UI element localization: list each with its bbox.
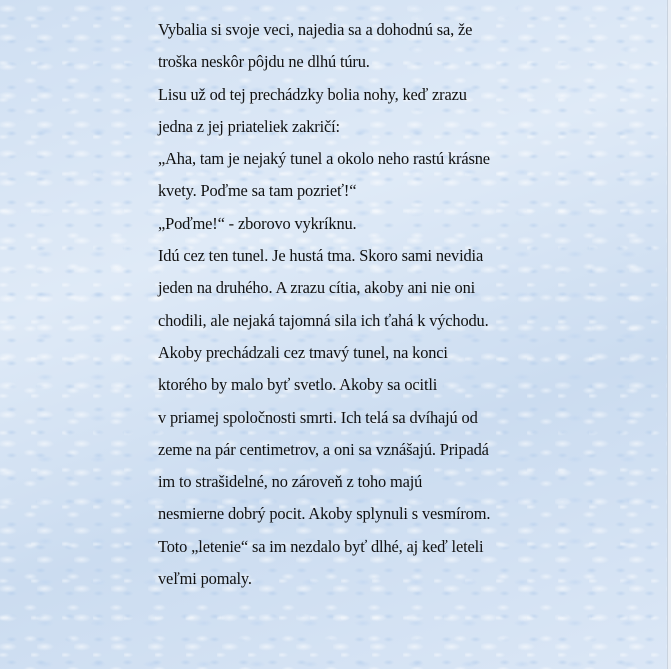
story-text <box>158 14 578 595</box>
text-line-16: nesmierne dobrý pocit. Akoby splynuli s vesmírom. <box>158 504 491 524</box>
text-line-14: zeme na pár centimetrov, a oni sa vznášajú. Pripadá <box>158 439 489 459</box>
text-line-18: veľmi pomaly. <box>158 569 252 589</box>
text-line-15: im to strašidelné, no zároveň z toho majú <box>158 472 423 492</box>
text-line-9: jeden na druhého. A zrazu cítia, akoby ani nie oni <box>158 278 476 298</box>
text-line-6: kvety. Poďme sa tam pozrieť!“ <box>158 181 357 201</box>
text-line-7: „Poďme!“ - zborovo vykríknu. <box>158 213 357 233</box>
text-line-17: Toto „letenie“ sa im nezdalo byť dlhé, aj keď leteli <box>158 536 484 556</box>
text-line-4: jedna z jej priateliek zakričí: <box>158 116 340 136</box>
text-line-3: Lisu už od tej prechádzky bolia nohy, keď zrazu <box>158 84 467 104</box>
text-line-1: Vybalia si svoje veci, najedia sa a dohodnú sa, že <box>158 20 473 39</box>
text-line-11: Akoby prechádzali cez tmavý tunel, na konci <box>158 342 448 362</box>
text-line-2: troška neskôr pôjdu ne dlhú túru. <box>158 52 370 72</box>
text-line-12: ktorého by malo byť svetlo. Akoby sa ocitli <box>158 375 438 395</box>
text-line-8: Idú cez ten tunel. Je hustá tma. Skoro sami nevidia <box>158 246 484 266</box>
text-line-10: chodili, ale nejaká tajomná sila ich ťahá k východu. <box>158 310 489 330</box>
text-line-5: „Aha, tam je nejaký tunel a okolo neho rastú krásne <box>158 149 490 169</box>
window-right-edge <box>667 0 671 669</box>
text-line-13: v priamej spoločnosti smrti. Ich telá sa dvíhajú od <box>158 407 478 427</box>
